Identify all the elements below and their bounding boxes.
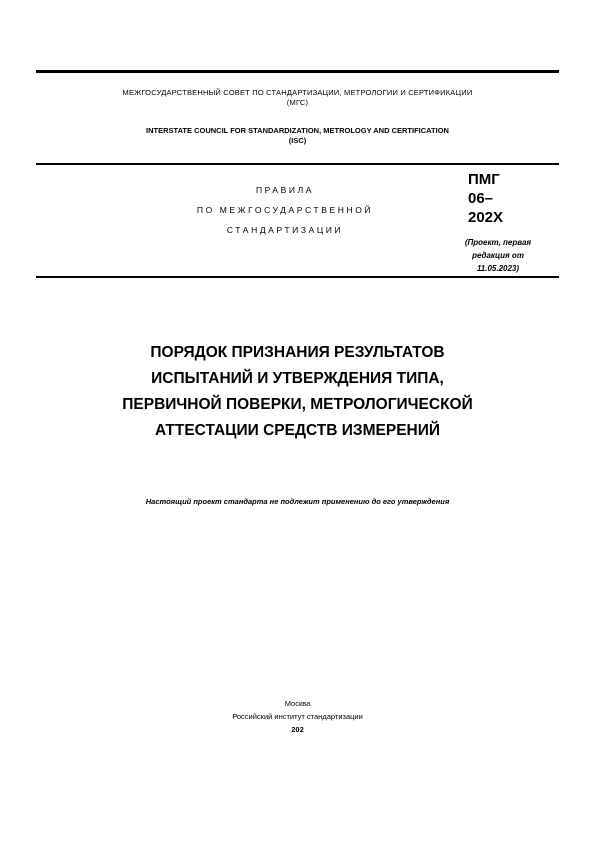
rules-heading-line1: ПРАВИЛА — [255, 185, 315, 195]
draft-note-line2: редакция от — [472, 251, 524, 260]
document-title — [36, 340, 559, 444]
council-name-ru-line1: МЕЖГОСУДАРСТВЕННЫЙ СОВЕТ ПО СТАНДАРТИЗАЦИИ, МЕТРОЛОГИИ И СЕРТИФИКАЦИИ — [122, 88, 473, 97]
publication-year: 202 — [291, 725, 304, 734]
council-name-ru — [36, 88, 559, 108]
rules-heading-line2: ПО МЕЖГОСУДАРСТВЕННОЙ — [196, 205, 374, 215]
designation-line1: ПМГ — [468, 171, 500, 188]
publisher-block — [36, 697, 559, 736]
top-rule — [36, 70, 559, 73]
title-line3: ПЕРВИЧНОЙ ПОВЕРКИ, МЕТРОЛОГИЧЕСКОЙ — [122, 396, 473, 413]
designation-line2: 06– — [468, 190, 494, 207]
bottom-rule — [36, 276, 559, 278]
draft-note-line3: 11.05.2023) — [476, 264, 520, 273]
title-line2: ИСПЫТАНИЙ И УТВЕРЖДЕНИЯ ТИПА, — [151, 370, 444, 387]
rules-heading-line3: СТАНДАРТИЗАЦИИ — [226, 225, 344, 235]
middle-rule — [36, 163, 559, 165]
designation-line3: 202X — [468, 209, 504, 226]
council-name-en — [36, 126, 559, 146]
rules-heading — [160, 180, 410, 240]
council-name-en-line1: INTERSTATE COUNCIL FOR STANDARDIZATION, METROLOGY AND CERTIFICATION — [146, 126, 449, 135]
publisher-institute: Российский институт стандартизации — [232, 712, 363, 721]
draft-note — [438, 236, 558, 275]
standard-designation — [468, 170, 538, 227]
draft-note-line1: (Проект, первая — [464, 238, 532, 247]
council-abbrev-ru: (МГС) — [286, 98, 309, 107]
title-line1: ПОРЯДОК ПРИЗНАНИЯ РЕЗУЛЬТАТОВ — [150, 344, 445, 361]
publisher-city: Москва — [284, 699, 311, 708]
title-line4: АТТЕСТАЦИИ СРЕДСТВ ИЗМЕРЕНИЙ — [154, 422, 441, 439]
council-abbrev-en: (ISC) — [288, 136, 307, 145]
draft-notice: Настоящий проект стандарта не подлежит применению до его утверждения — [145, 497, 450, 506]
